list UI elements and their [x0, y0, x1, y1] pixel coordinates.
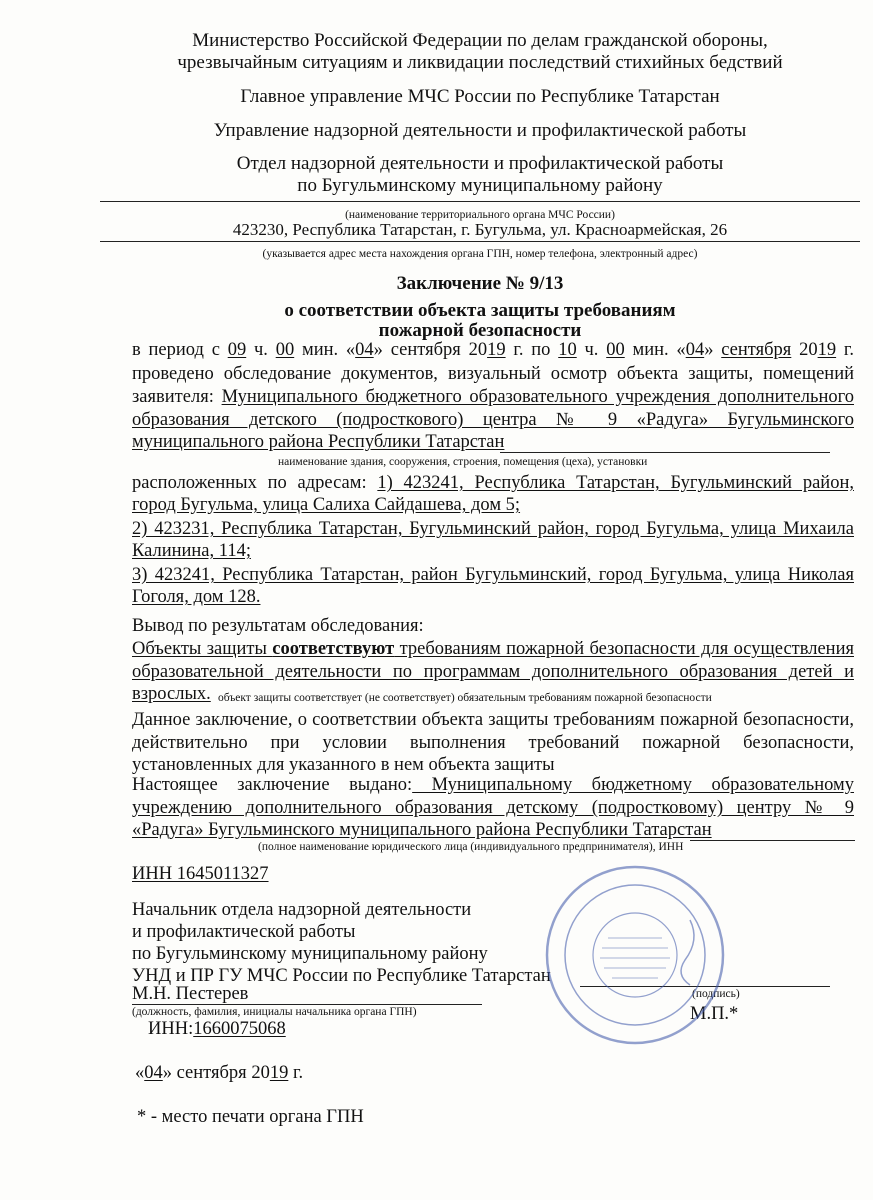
address-line-3: 2) 423231, Республика Татарстан, Бугульминский район, город Бугульма, улица Михаила [132, 519, 854, 539]
inspection-period: в период с 09 ч. 00 мин. «04» сентября 2019 г. по 10 ч. 00 мин. «04» сентября 2019 г. [132, 340, 855, 360]
address-underline [100, 241, 860, 242]
department-line-2: по Бугульминскому муниципальному району [297, 175, 663, 196]
document-title-line-2: пожарной безопасности [378, 320, 582, 341]
signatory-position [132, 899, 551, 987]
address-line-5: 3) 423241, Республика Татарстан, район Бугульминский, город Бугульма, улица Николая [132, 565, 854, 585]
validity-line-3: установленных для указанного в нем объекта защиты [132, 755, 555, 775]
signatory-line-2: и профилактической работы [132, 922, 356, 942]
address-line-6: Гоголя, дом 128. [132, 587, 261, 607]
directorate: Управление надзорной деятельности и профилактической работы [213, 120, 747, 141]
conclusion-line-3: взрослых. [132, 684, 211, 704]
issued-line-2: учреждению дополнительного образования детскому (подростковому) центру № 9 [132, 798, 854, 818]
signature-caption: (подпись) [692, 988, 740, 1000]
conclusion-line-1: Объекты защиты соответствуют требованиям пожарной безопасности для осуществления [132, 639, 854, 659]
ministry-line-2: чрезвычайным ситуациям и ликвидации последствий стихийных бедствий [177, 52, 783, 73]
address-line-1: расположенных по адресам: 1) 423241, Республика Татарстан, Бугульминский район, [132, 473, 854, 493]
conclusion-caption: объект защиты соответствует (не соответствует) обязательным требованиям пожарной безопасности [218, 692, 712, 704]
document-title-line-1: о соответствии объекта защиты требованиям [284, 300, 676, 321]
department-line-1: Отдел надзорной деятельности и профилактической работы [236, 153, 724, 174]
signatory-line-4: УНД и ПР ГУ МЧС России по Республике Татарстан [132, 966, 551, 986]
address-line-2: город Бугульма, улица Салиха Сайдашева, дом 5; [132, 495, 521, 515]
department-underline [100, 201, 860, 202]
address-caption: (указывается адрес места нахождения органа ГПН, номер телефона, электронный адрес) [262, 248, 698, 260]
conclusion-line-2: образовательной деятельности по программам дополнительного образования детей и [132, 662, 854, 682]
issued-underline [690, 840, 855, 841]
issued-line-3: «Радуга» Бугульминского муниципального района Республики Татарстан [132, 820, 712, 840]
issued-line-1: Настоящее заключение выдано: Муниципальному бюджетному образовательному [132, 775, 854, 795]
ministry-line-1: Министерство Российской Федерации по делам гражданской обороны, [192, 30, 768, 51]
footnote: * - место печати органа ГПН [137, 1107, 364, 1127]
applicant-underline [500, 452, 830, 453]
main-department: Главное управление МЧС России по Республике Татарстан [240, 86, 720, 107]
signatory-line-3: по Бугульминскому муниципальному району [132, 944, 488, 964]
applicant-line-2: образования детского (подросткового) центра № 9 «Радуга» Бугульминского [132, 410, 854, 430]
issued-caption: (полное наименование юридического лица (индивидуального предпринимателя), ИНН [258, 841, 684, 853]
signatory-line-1: Начальник отдела надзорной деятельности [132, 900, 472, 920]
signatory-caption: (должность, фамилия, инициалы начальника органа ГПН) [132, 1006, 417, 1018]
issued-inn: ИНН 1645011327 [132, 864, 269, 884]
validity-line-2: действительно при условии выполнения требований пожарной безопасности, [132, 733, 854, 753]
official-seal-image [540, 860, 730, 1050]
department-address: 423230, Республика Татарстан, г. Бугульма, ул. Красноармейская, 26 [232, 220, 728, 239]
signatory-inn: ИНН:1660075068 [148, 1019, 286, 1039]
validity-line-1: Данное заключение, о соответствии объекта защиты требованиям пожарной безопасности, [132, 710, 854, 730]
document-number: Заключение № 9/13 [396, 273, 564, 294]
object-caption: наименование здания, сооружения, строения, помещения (цеха), установки [278, 456, 648, 468]
applicant-line-1: заявителя: Муниципального бюджетного образовательного учреждения дополнительного [132, 387, 854, 407]
ministry-name [100, 30, 860, 74]
signatory-name: М.Н. Пестерев [132, 984, 249, 1004]
issue-date: «04» сентября 2019 г. [135, 1063, 304, 1083]
inspection-text: проведено обследование документов, визуальный осмотр объекта защиты, помещений [132, 364, 854, 384]
applicant-line-3: муниципального района Республики Татарстан [132, 432, 505, 452]
signatory-underline [132, 1004, 482, 1005]
address-line-4: Калинина, 114; [132, 541, 251, 561]
conclusion-label: Вывод по результатам обследования: [132, 616, 424, 636]
department [100, 153, 860, 197]
department-caption: (наименование территориального органа МЧС России) [345, 209, 615, 221]
seal-place-mark: М.П.* [690, 1004, 739, 1024]
